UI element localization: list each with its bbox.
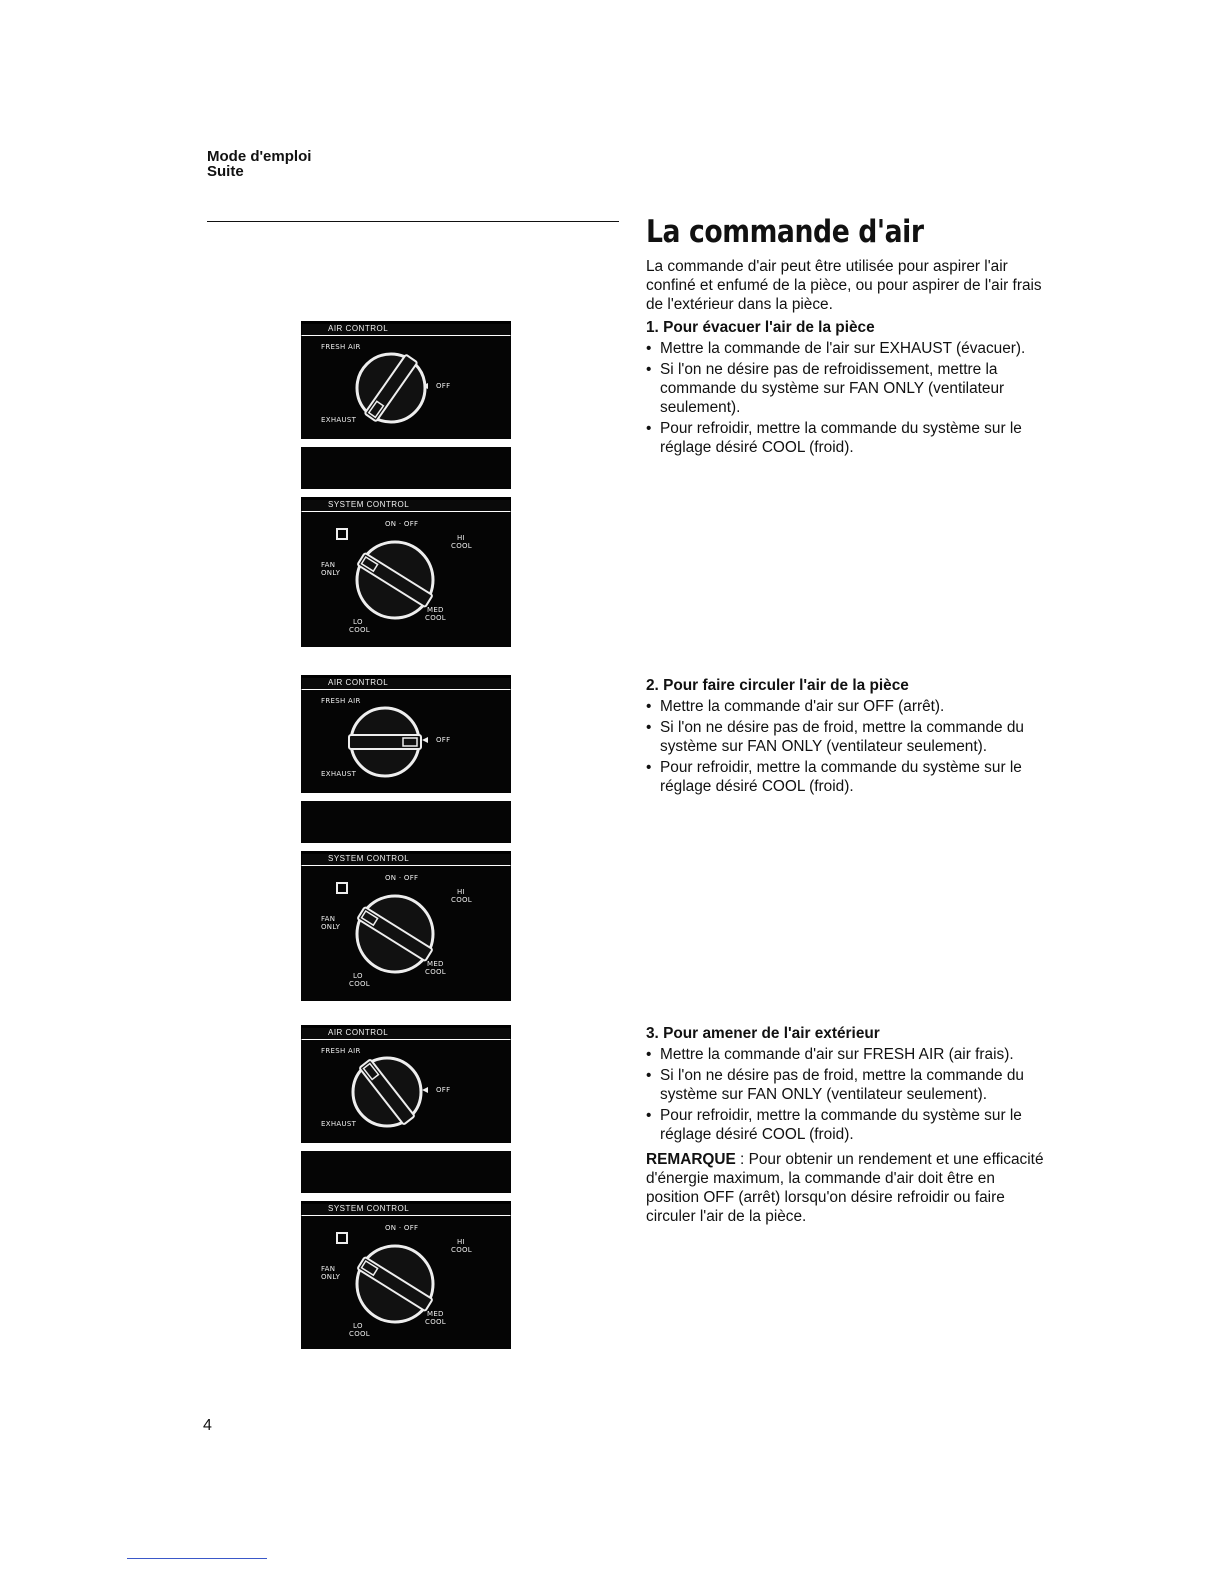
air-control-bar: AIR CONTROL: [301, 675, 511, 690]
header-line-1: Mode d'emploi: [207, 148, 312, 165]
exhaust-label: EXHAUST: [321, 770, 357, 778]
hi-cool-label: COOL: [451, 542, 473, 550]
med-label: MED: [427, 606, 444, 614]
bullet: • Mettre la commande d'air sur FRESH AIR (air frais).: [646, 1045, 1046, 1064]
note-label: REMARQUE: [646, 1151, 736, 1168]
med-cool-label: COOL: [425, 614, 447, 622]
note-paragraph: [646, 1150, 1046, 1226]
page-title: La commande d'air: [646, 214, 924, 250]
section-3-text: [646, 1024, 1046, 1230]
off-label: OFF: [436, 736, 451, 744]
running-header: [207, 149, 311, 179]
exhaust-label: EXHAUST: [321, 416, 357, 424]
off-arrow-icon: [422, 737, 428, 743]
section-3-heading: 3. Pour amener de l'air extérieur: [646, 1025, 880, 1042]
illustration-off: [301, 675, 511, 1001]
fresh-air-label: FRESH AIR: [321, 343, 361, 351]
med-cool-label: COOL: [425, 1318, 447, 1326]
system-control-bar: SYSTEM CONTROL: [301, 497, 511, 512]
blank-panel: [301, 1151, 511, 1193]
air-control-bar: AIR CONTROL: [301, 1025, 511, 1040]
bullet: • Pour refroidir, mettre la commande du système sur le réglage désiré COOL (froid).: [646, 758, 1046, 796]
only-label: ONLY: [321, 569, 341, 577]
page-number: 4: [203, 1417, 212, 1434]
section-3-bullets: [646, 1045, 1046, 1144]
note-text: : Pour obtenir un rendement et une efficacité d'énergie maximum, la commande d'air doit être en position OFF (arrêt) lorsqu'on désire refroidir ou faire circuler l'air de la pièce.: [646, 1151, 1044, 1225]
off-arrow-icon: [422, 1087, 428, 1093]
only-label: ONLY: [321, 923, 341, 931]
header-rule: [207, 221, 619, 222]
fan-label: FAN: [321, 1265, 336, 1273]
hi-cool-label: COOL: [451, 896, 473, 904]
blank-panel: [301, 447, 511, 489]
intro-paragraph: La commande d'air peut être utilisée pour aspirer l'air confiné et enfumé de la pièce, ou pour aspirer de l'air frais de l'extérieur dans la pièce.: [646, 258, 1042, 313]
fan-icon: [337, 883, 347, 893]
hi-label: HI: [457, 534, 465, 542]
section-1-bullets: [646, 339, 1046, 457]
hi-label: HI: [457, 888, 465, 896]
med-cool-label: COOL: [425, 968, 447, 976]
section-1-heading: 1. Pour évacuer l'air de la pièce: [646, 319, 875, 336]
fresh-air-label: FRESH AIR: [321, 1047, 361, 1055]
only-label: ONLY: [321, 1273, 341, 1281]
air-control-panel: [301, 1040, 511, 1143]
exhaust-label: EXHAUST: [321, 1120, 357, 1128]
system-control-bar: SYSTEM CONTROL: [301, 1201, 511, 1216]
lo-label: LO: [353, 972, 363, 980]
air-control-panel: [301, 690, 511, 793]
footer-line: [127, 1558, 267, 1559]
off-label: OFF: [436, 1086, 451, 1094]
header-line-2: Suite: [207, 163, 244, 180]
bullet: • Si l'on ne désire pas de froid, mettre la commande du système sur FAN ONLY (ventilateur seulement).: [646, 1066, 1046, 1104]
lo-cool-label: COOL: [349, 980, 371, 988]
lo-cool-label: COOL: [349, 626, 371, 634]
off-label: OFF: [436, 382, 451, 390]
on-off-label: ON · OFF: [385, 520, 419, 528]
section-2-text: [646, 676, 1046, 802]
section-2-bullets: [646, 697, 1046, 796]
blank-panel: [301, 801, 511, 843]
bullet: • Pour refroidir, mettre la commande du système sur le réglage désiré COOL (froid).: [646, 419, 1046, 457]
fan-icon: [337, 529, 347, 539]
bullet: • Pour refroidir, mettre la commande du système sur le réglage désiré COOL (froid).: [646, 1106, 1046, 1144]
lo-cool-label: COOL: [349, 1330, 371, 1338]
fan-label: FAN: [321, 915, 336, 923]
med-label: MED: [427, 1310, 444, 1318]
lo-label: LO: [353, 618, 363, 626]
fresh-air-label: FRESH AIR: [321, 697, 361, 705]
fan-icon: [337, 1233, 347, 1243]
system-control-panel: [301, 1216, 511, 1349]
air-control-panel: [301, 336, 511, 439]
system-control-bar: SYSTEM CONTROL: [301, 851, 511, 866]
lo-label: LO: [353, 1322, 363, 1330]
bullet: • Si l'on ne désire pas de refroidissement, mettre la commande du système sur FAN ONLY (ventilateur seulement).: [646, 360, 1046, 417]
fan-label: FAN: [321, 561, 336, 569]
system-control-panel: [301, 512, 511, 647]
system-control-panel: [301, 866, 511, 1001]
hi-label: HI: [457, 1238, 465, 1246]
section-1-text: [646, 257, 1046, 463]
bullet: • Mettre la commande de l'air sur EXHAUST (évacuer).: [646, 339, 1046, 358]
on-off-label: ON · OFF: [385, 874, 419, 882]
bullet: • Si l'on ne désire pas de froid, mettre la commande du système sur FAN ONLY (ventilateur seulement).: [646, 718, 1046, 756]
knob-pointer-icon: [349, 735, 421, 749]
air-control-bar: AIR CONTROL: [301, 321, 511, 336]
section-2-heading: 2. Pour faire circuler l'air de la pièce: [646, 677, 909, 694]
hi-cool-label: COOL: [451, 1246, 473, 1254]
on-off-label: ON · OFF: [385, 1224, 419, 1232]
bullet: • Mettre la commande d'air sur OFF (arrêt).: [646, 697, 1046, 716]
med-label: MED: [427, 960, 444, 968]
illustration-fresh-air: [301, 1025, 511, 1349]
illustration-exhaust: [301, 321, 511, 647]
